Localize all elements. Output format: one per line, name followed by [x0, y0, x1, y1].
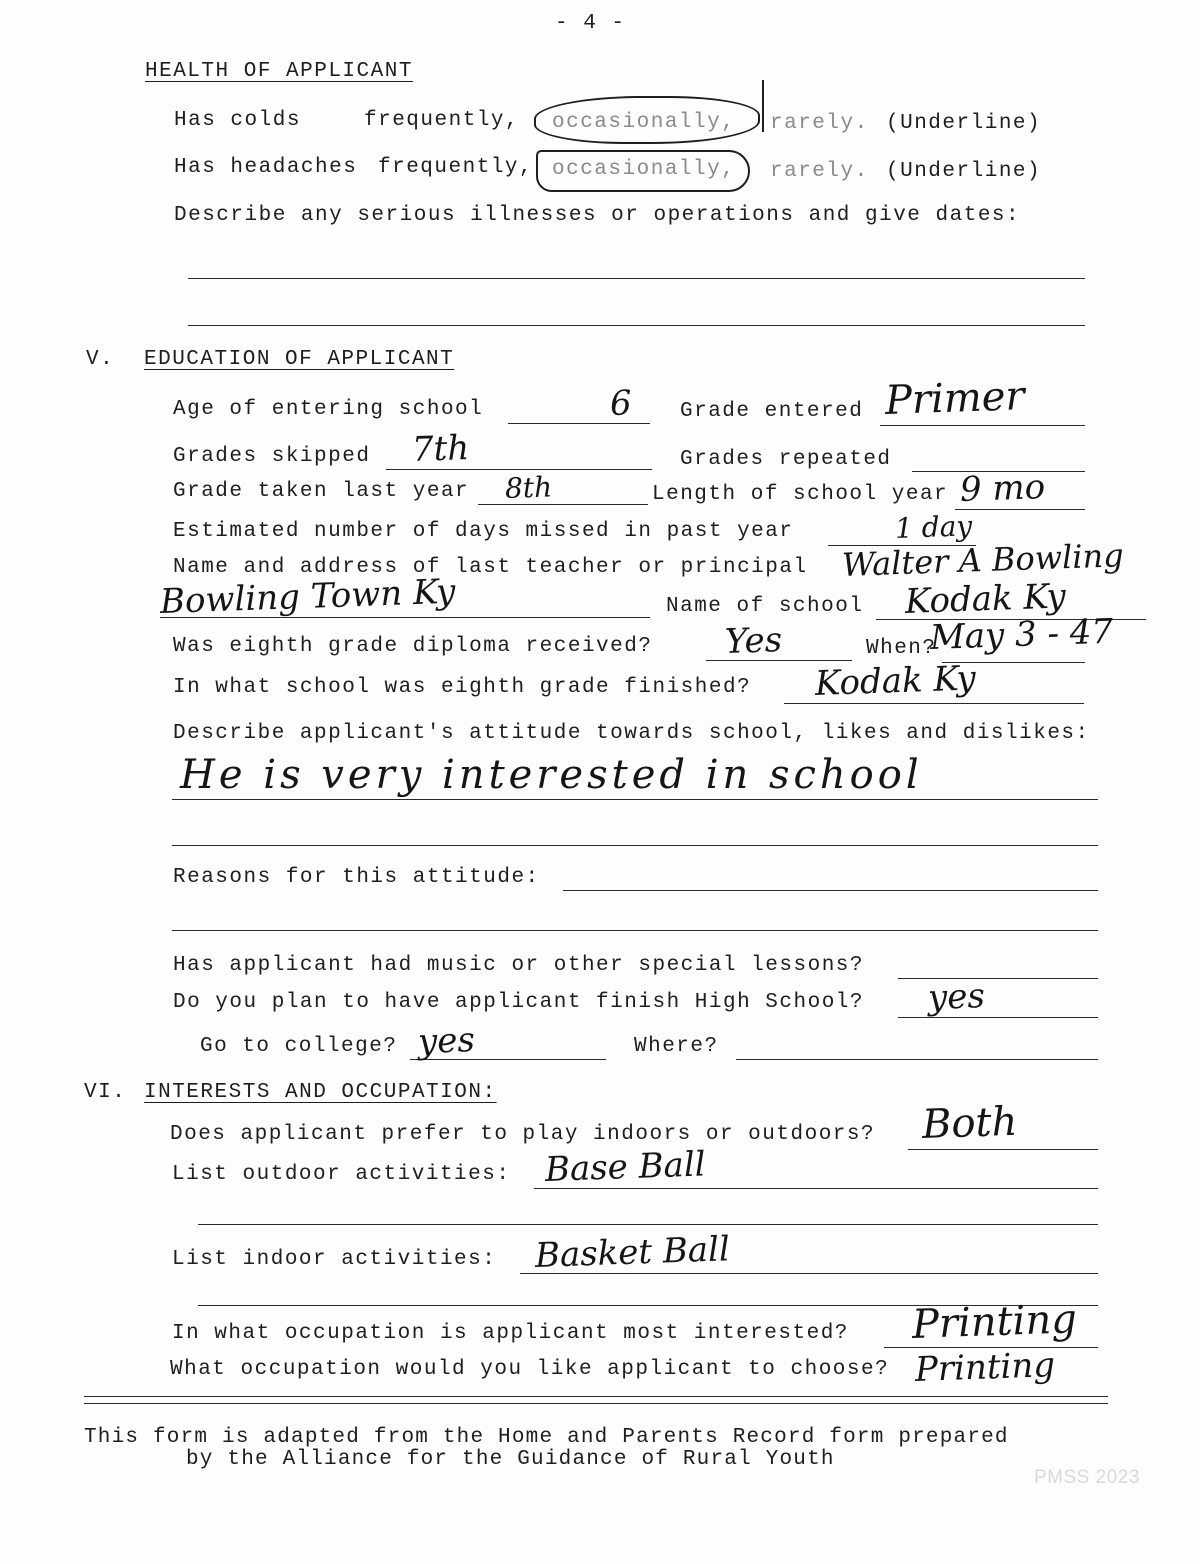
section-vi-number: VI.	[84, 1081, 127, 1104]
illnesses-line-1	[188, 278, 1085, 279]
colds-option-occasionally: occasionally,	[552, 111, 736, 134]
occ-interest-value: Printing	[911, 1296, 1078, 1348]
diploma-value: Yes	[724, 620, 783, 662]
health-heading: HEALTH OF APPLICANT	[145, 60, 413, 83]
college-where-line	[736, 1059, 1098, 1060]
headaches-selection-circle	[536, 150, 750, 192]
age-entering-label: Age of entering school	[173, 398, 484, 421]
days-missed-label: Estimated number of days missed in past year	[173, 520, 794, 543]
section-v-number: V.	[86, 348, 115, 371]
indoor-label: List indoor activities:	[172, 1248, 497, 1271]
colds-selection-mark	[762, 80, 764, 132]
footer-line-2: by the Alliance for the Guidance of Rural Youth	[186, 1448, 835, 1471]
play-pref-label: Does applicant prefer to play indoors or outdoors?	[170, 1123, 876, 1146]
indoor-value: Basket Ball	[534, 1229, 731, 1276]
illnesses-label: Describe any serious illnesses or operations and give dates:	[174, 204, 1021, 227]
play-pref-line	[908, 1149, 1098, 1150]
headaches-note: (Underline)	[886, 160, 1042, 183]
grade-last-year-label: Grade taken last year	[173, 480, 470, 503]
last-teacher-label: Name and address of last teacher or principal	[173, 556, 808, 579]
outdoor-line-2	[198, 1224, 1098, 1225]
footer-rule-1	[84, 1396, 1108, 1397]
grade-entered-value: Primer	[884, 373, 1026, 424]
outdoor-label: List outdoor activities:	[172, 1163, 511, 1186]
reasons-line-2	[172, 930, 1098, 931]
watermark: PMSS 2023	[1034, 1467, 1140, 1488]
grades-skipped-label: Grades skipped	[173, 445, 371, 468]
school-name-value: Kodak Ky	[904, 576, 1067, 622]
grades-repeated-label: Grades repeated	[680, 448, 892, 471]
footer-rule-2	[84, 1403, 1108, 1404]
occ-interest-label: In what occupation is applicant most interested?	[172, 1322, 849, 1345]
school-name-label: Name of school	[666, 595, 864, 618]
diploma-when-value: May 3 - 47	[929, 611, 1114, 658]
footer-line-1: This form is adapted from the Home and Parents Record form prepared	[84, 1426, 1009, 1449]
last-teacher-address: Bowling Town Ky	[159, 571, 457, 622]
special-lessons-label: Has applicant had music or other special lessons?	[173, 954, 865, 977]
grade-last-year-line	[478, 504, 648, 505]
occ-choose-label: What occupation would you like applicant to choose?	[170, 1358, 890, 1381]
attitude-line-2	[172, 845, 1098, 846]
attitude-line-1	[172, 799, 1098, 800]
colds-option-frequently: frequently,	[364, 109, 520, 132]
colds-selection-circle	[534, 96, 760, 144]
colds-note: (Underline)	[886, 112, 1042, 135]
headaches-option-occasionally: occasionally,	[552, 158, 736, 181]
education-heading: EDUCATION OF APPLICANT	[144, 348, 455, 371]
college-value: yes	[417, 1020, 476, 1062]
headaches-option-frequently: frequently,	[378, 156, 534, 179]
eighth-school-label: In what school was eighth grade finished?	[173, 676, 752, 699]
reasons-line-1	[563, 890, 1098, 891]
outdoor-value: Base Ball	[544, 1144, 707, 1190]
outdoor-line-1	[534, 1188, 1098, 1189]
school-year-length-label: Length of school year	[652, 483, 949, 506]
headaches-option-rarely: rarely.	[770, 160, 869, 183]
college-label: Go to college?	[200, 1035, 398, 1058]
school-year-length-value: 9 mo	[959, 467, 1046, 510]
age-entering-value: 6	[609, 383, 633, 424]
finish-hs-value: yes	[927, 976, 986, 1018]
page-number: - 4 -	[555, 12, 626, 35]
illnesses-line-2	[188, 325, 1085, 326]
days-missed-value: 1 day	[894, 509, 973, 545]
colds-option-rarely: rarely.	[770, 112, 869, 135]
attitude-label: Describe applicant's attitude towards school, likes and dislikes:	[173, 722, 1090, 745]
eighth-school-value: Kodak Ky	[814, 658, 977, 704]
colds-label: Has colds	[174, 109, 301, 132]
diploma-when-label: When?	[866, 637, 937, 660]
occ-choose-value: Printing	[914, 1345, 1056, 1390]
play-pref-value: Both	[921, 1098, 1019, 1148]
grade-entered-line	[880, 425, 1085, 426]
attitude-value: He is very interested in school	[180, 752, 923, 798]
grade-last-year-value: 8th	[504, 470, 553, 505]
interests-heading: INTERESTS AND OCCUPATION:	[144, 1081, 497, 1104]
grades-skipped-value: 7th	[411, 428, 470, 470]
headaches-label: Has headaches	[174, 156, 358, 179]
finish-hs-label: Do you plan to have applicant finish High School?	[173, 991, 865, 1014]
diploma-label: Was eighth grade diploma received?	[173, 635, 653, 658]
college-where-label: Where?	[634, 1035, 719, 1058]
reasons-label: Reasons for this attitude:	[173, 866, 540, 889]
grade-entered-label: Grade entered	[680, 400, 864, 423]
last-teacher-name: Walter A Bowling	[841, 536, 1125, 584]
